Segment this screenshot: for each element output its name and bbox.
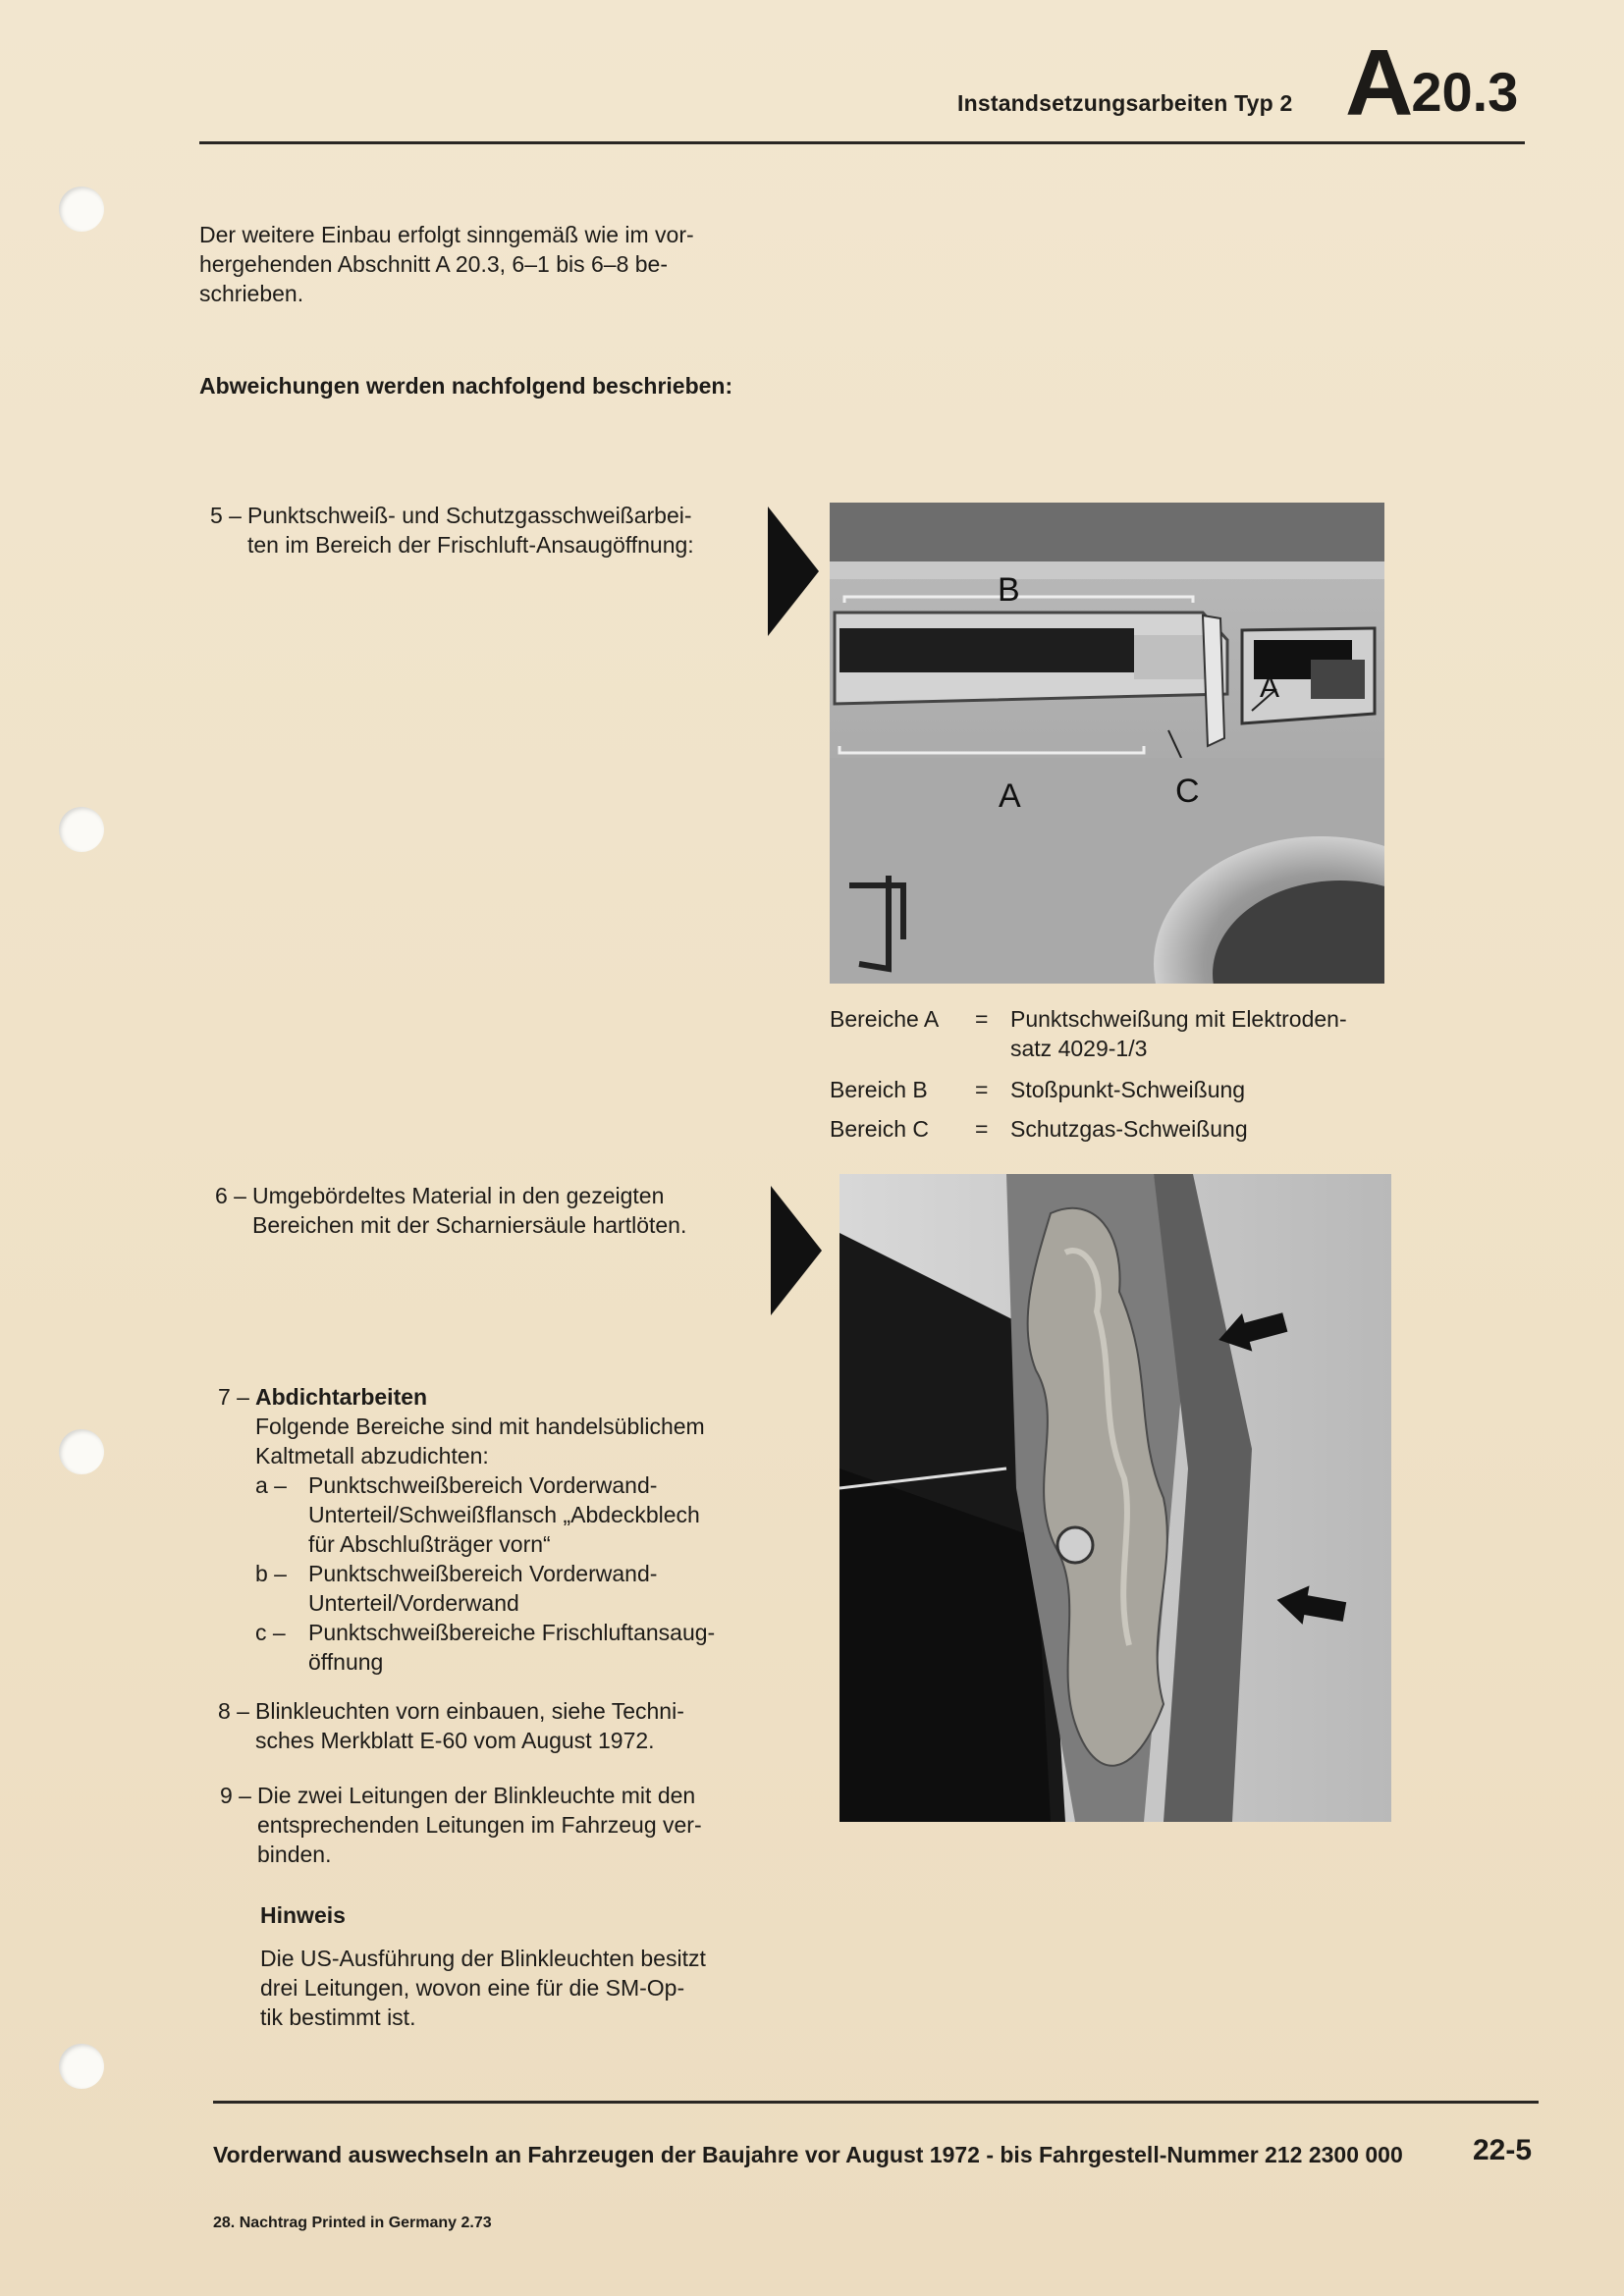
note-line: tik bestimmt ist. — [260, 2004, 416, 2030]
legend-eq: = — [975, 1077, 989, 1102]
step-line: sches Merkblatt E-60 vom August 1972. — [255, 1728, 655, 1753]
legend-key: Bereich B — [830, 1077, 928, 1102]
sub-item-b — [255, 1559, 787, 1618]
label-b: B — [998, 571, 1020, 609]
step-number: 9 – — [220, 1783, 251, 1808]
page-number: 22-5 — [1473, 2134, 1533, 2166]
sub-item-line: Unterteil/Schweißflansch „Abdeckblech — [308, 1502, 700, 1527]
print-info: 28. Nachtrag Printed in Germany 2.73 — [213, 2215, 492, 2231]
step-6 — [215, 1181, 775, 1240]
legend-value: Punktschweißung mit Elektroden- — [1010, 1006, 1347, 1032]
intro-line: Der weitere Einbau erfolgt sinngemäß wie im vor- — [199, 222, 694, 247]
pointer-arrow-icon — [768, 507, 819, 636]
step-title: Abdichtarbeiten — [255, 1384, 428, 1410]
step-7 — [218, 1382, 787, 1677]
figure-2-drawing — [839, 1174, 1391, 1822]
step-line: Bereichen mit der Scharniersäule hartlöten. — [252, 1212, 687, 1238]
legend-value: satz 4029-1/3 — [1010, 1036, 1148, 1061]
step-line: binden. — [257, 1842, 332, 1867]
step-line: Kaltmetall abzudichten: — [255, 1443, 489, 1468]
note-title: Hinweis — [260, 1902, 346, 1928]
legend-value: Schutzgas-Schweißung — [1010, 1116, 1248, 1142]
intro-line: schrieben. — [199, 281, 304, 306]
legend-key: Bereiche A — [830, 1006, 940, 1032]
sub-item-line: öffnung — [308, 1649, 384, 1675]
label-c: C — [1175, 773, 1200, 810]
legend-key: Bereich C — [830, 1116, 929, 1142]
sub-item-line: für Abschlußträger vorn“ — [308, 1531, 551, 1557]
sub-item-line: Punktschweißbereich Vorderwand- — [308, 1561, 658, 1586]
note-line: drei Leitungen, wovon eine für die SM-Op- — [260, 1975, 685, 2001]
pointer-arrow-icon — [771, 1186, 822, 1315]
step-number: 6 – — [215, 1183, 246, 1208]
step-line: entsprechenden Leitungen im Fahrzeug ver- — [257, 1812, 702, 1838]
binder-hole — [59, 807, 104, 852]
step-9 — [220, 1781, 789, 1869]
footer-rule — [213, 2101, 1539, 2104]
header-rule — [199, 141, 1525, 144]
step-number: 5 – — [210, 503, 242, 528]
step-5 — [210, 501, 770, 560]
figure-fresh-air-intake — [830, 503, 1384, 984]
note-line: Die US-Ausführung der Blinkleuchten besitzt — [260, 1946, 706, 1971]
legend-eq: = — [975, 1116, 989, 1142]
figure-hinge-pillar — [839, 1174, 1391, 1822]
step-line: Folgende Bereiche sind mit handelsüblichem — [255, 1414, 705, 1439]
sub-item-label: c – — [255, 1620, 286, 1645]
step-number: 8 – — [218, 1698, 249, 1724]
legend-eq: = — [975, 1006, 989, 1032]
sub-item-line: Punktschweißbereich Vorderwand- — [308, 1472, 658, 1498]
figure-1-drawing — [830, 503, 1384, 984]
binder-hole — [59, 2044, 104, 2089]
sub-item-c — [255, 1618, 787, 1677]
step-number: 7 – — [218, 1384, 249, 1410]
sub-item-a — [255, 1470, 787, 1559]
note-body — [260, 1944, 810, 2032]
footer-title: Vorderwand auswechseln an Fahrzeugen der Baujahre vor August 1972 - bis Fahrgestell-Nummer 212 2300 000 — [213, 2142, 1403, 2167]
intro-line: hergehenden Abschnitt A 20.3, 6–1 bis 6–8 be- — [199, 251, 668, 277]
label-a-top: A — [1260, 671, 1280, 704]
sub-item-line: Punktschweißbereiche Frischluftansaug- — [308, 1620, 716, 1645]
legend-value: Stoßpunkt-Schweißung — [1010, 1077, 1246, 1102]
intro-text — [199, 220, 788, 308]
step-line: Punktschweiß- und Schutzgasschweißarbei- — [247, 503, 692, 528]
step-line: ten im Bereich der Frischluft-Ansaugöffnung: — [247, 532, 694, 558]
step-line: Die zwei Leitungen der Blinkleuchte mit den — [257, 1783, 696, 1808]
step-8 — [218, 1696, 787, 1755]
sub-item-label: a – — [255, 1472, 287, 1498]
label-a-bottom: A — [999, 777, 1021, 815]
section-number — [1345, 29, 1518, 137]
step-line: Blinkleuchten vorn einbauen, siehe Techni- — [255, 1698, 684, 1724]
sub-item-line: Unterteil/Vorderwand — [308, 1590, 519, 1616]
sub-item-label: b – — [255, 1561, 287, 1586]
deviations-heading: Abweichungen werden nachfolgend beschrieben: — [199, 373, 733, 399]
section-letter: A — [1345, 30, 1412, 135]
header-label: Instandsetzungsarbeiten Typ 2 — [957, 90, 1293, 116]
binder-hole — [59, 187, 104, 232]
section-digits: 20.3 — [1411, 61, 1519, 123]
step-line: Umgebördeltes Material in den gezeigten — [252, 1183, 665, 1208]
binder-hole — [59, 1429, 104, 1474]
